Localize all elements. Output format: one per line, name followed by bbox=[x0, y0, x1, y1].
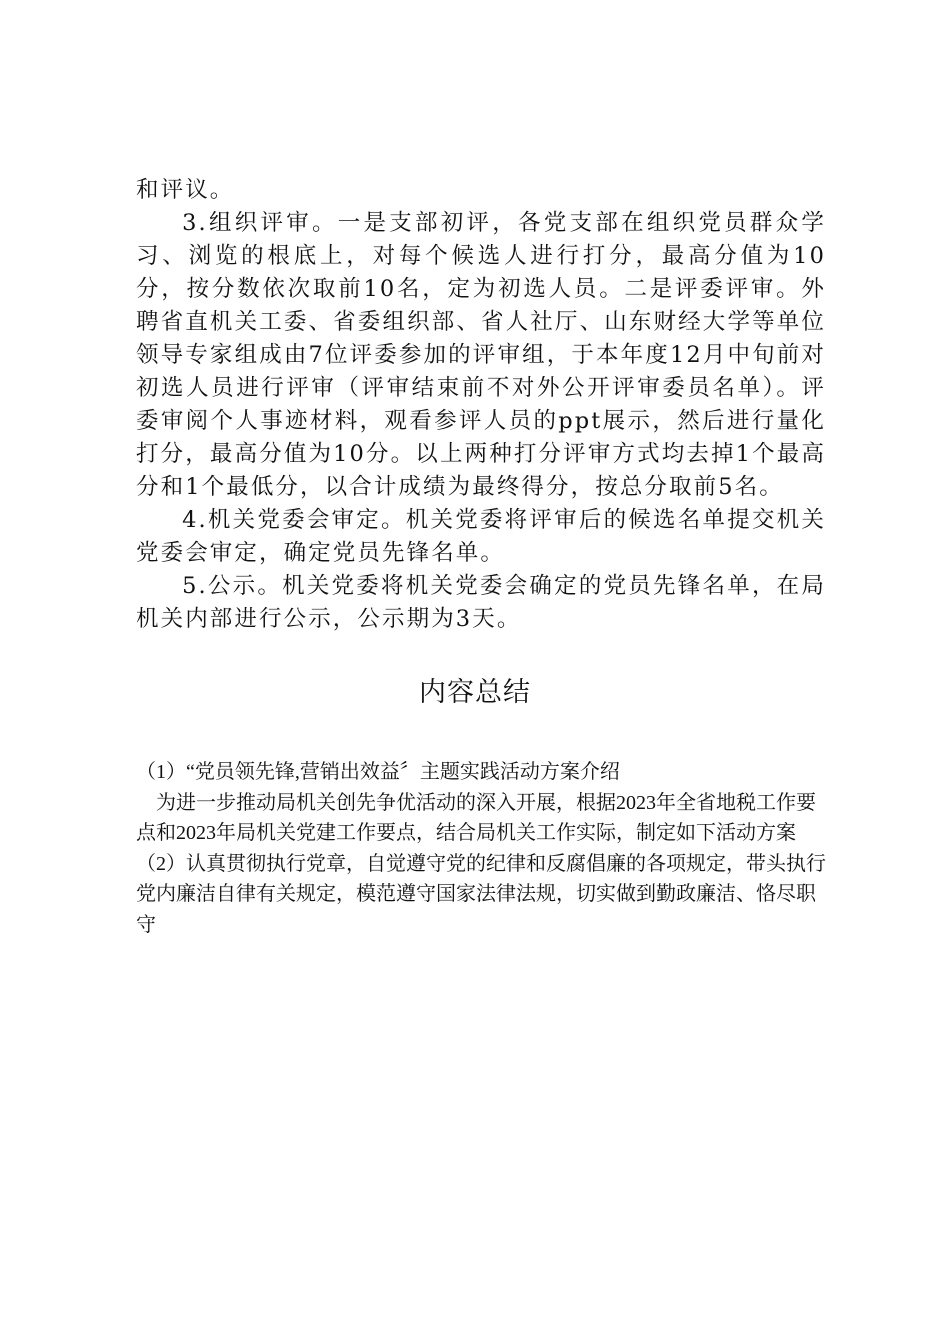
main-body-text bbox=[136, 174, 826, 636]
paragraph-continuation: 和评议。 bbox=[136, 177, 235, 203]
summary-item-1-body: 为进一步推动局机关创先争优活动的深入开展，根据2023年全省地税工作要点和2023年局机关党建工作要点，结合局机关工作实际，制定如下活动方案 bbox=[136, 791, 816, 844]
paragraph-public-notice: 5.公示。机关党委将机关党委会确定的党员先锋名单，在局机关内部进行公示，公示期为3天。 bbox=[136, 573, 826, 632]
summary-item-1-title: （1）“党员领先锋,营销出效益〞主题实践活动方案介绍 bbox=[136, 761, 620, 783]
summary-item-2: （2）认真贯彻执行党章，自觉遵守党的纪律和反腐倡廉的各项规定，带头执行党内廉洁自律有关规定，模范遵守国家法律法规，切实做到勤政廉洁、恪尽职守 bbox=[136, 852, 826, 936]
summary-section bbox=[136, 757, 826, 940]
paragraph-organize-review: 3.组织评审。一是支部初评，各党支部在组织党员群众学习、浏览的根底上，对每个候选人进行打分，最高分值为10分，按分数依次取前10名，定为初选人员。二是评委评审。外聘省直机关工委、省委组织部、省人社厅、山东财经大学等单位领导专家组成由7位评委参加的评审组，于本年度12月中旬前对初选人员进行评审（评审结束前不对外公开评审委员名单）。评委审阅个人事迹材料，观看参评人员的ppt展示，然后进行量化打分，最高分值为10分。以上两种打分评审方式均去掉1个最高分和1个最低分，以合计成绩为最终得分，按总分取前5名。 bbox=[136, 210, 826, 500]
paragraph-committee-approval: 4.机关党委会审定。机关党委将评审后的候选名单提交机关党委会审定，确定党员先锋名单。 bbox=[136, 507, 826, 566]
summary-heading: 内容总结 bbox=[419, 677, 531, 708]
